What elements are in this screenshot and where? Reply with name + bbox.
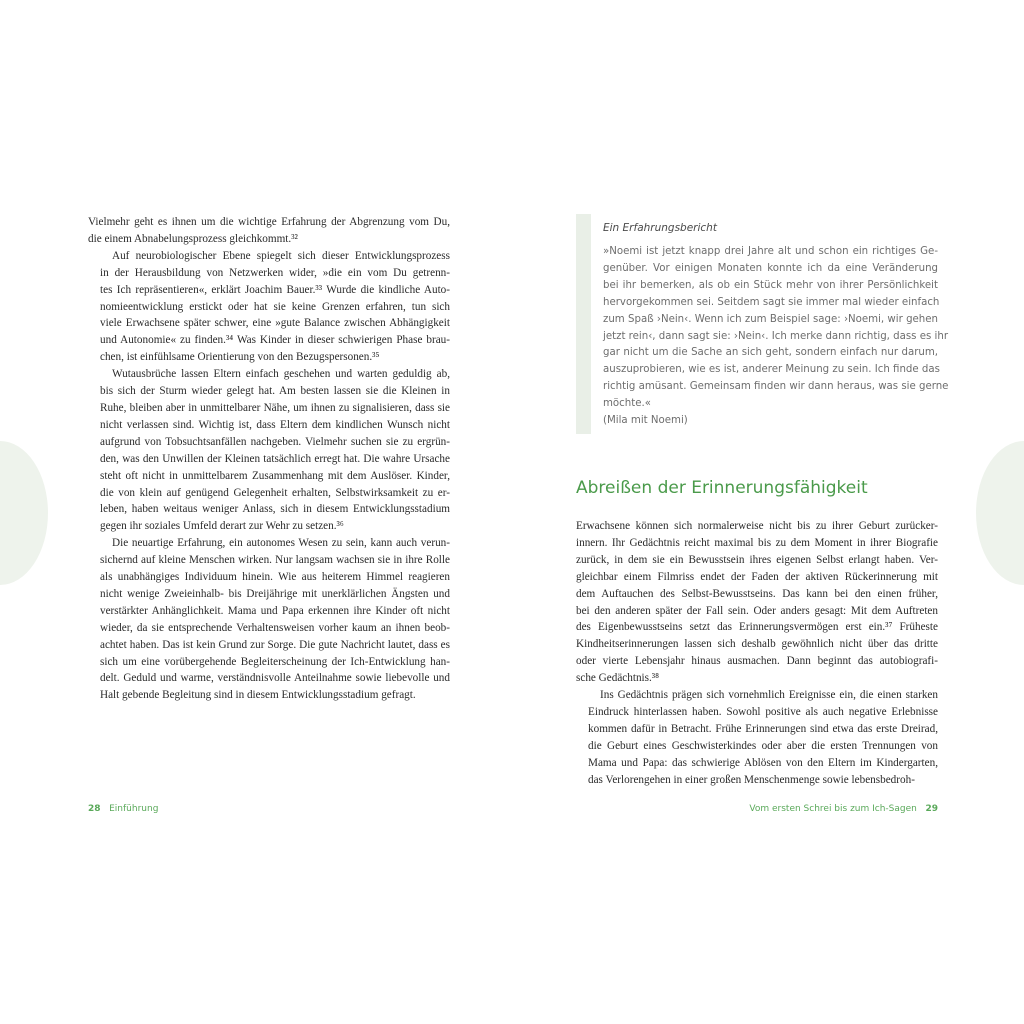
quote-line: jetzt rein‹, dann sagt sie: ›Nein‹. Ich merke dann richtig, dass es ihr [603, 330, 949, 342]
quote-line: möchte.« [603, 398, 651, 410]
text-line: den, was den Unwillen der Kleinen tatsächlich erregt hat. Die wahre Ursache [100, 452, 450, 465]
quote-line: auszuprobieren, wie es ist, anderer Meinung zu sein. Ich finde das [603, 364, 940, 376]
quote-line: bei ihr bemerken, als ob ein Stück mehr von ihrer Persönlichkeit [603, 279, 938, 291]
text-line: Erwachsene können sich normalerweise nicht bis zu ihrer Geburt zurücker- [576, 520, 938, 532]
text-line: Ruhe, bleiben aber in unmittelbarer Nähe, um ihnen zu signalisieren, dass sie [100, 401, 450, 414]
text-line: zurück, in dem sie ein Bewusstsein ihres eigenen Selbst erlangt haben. Ver- [576, 553, 938, 566]
page-number-right: 29 [925, 804, 938, 814]
footer-left [88, 804, 158, 814]
text-line: das Verlorengehen in einer großen Menschenmenge sowie lebensbedroh- [588, 773, 915, 786]
text-line: aufgrund von Tobsuchtsanfällen nachgeben. Vielmehr suchen sie zu ergrün- [100, 435, 450, 448]
text-line: oder vierte Lebensjahr hinaus ausmachen. Dann beginnt das autobiografi- [576, 655, 938, 668]
text-line: steht oft nicht in unmittelbarem Zusammenhang mit dem Auslöser. Kinder, [100, 469, 450, 482]
quote-line: zum Spaß ›Nein‹. Wenn ich zum Beispiel sage: ›Noemi, wir gehen [603, 313, 938, 325]
text-line: Auf neurobiologischer Ebene spiegelt sich dieser Entwicklungsprozess [112, 249, 450, 262]
decorative-circle-left [0, 441, 48, 585]
text-line: die von klein auf genügend Gelegenheit erhalten, Selbstwirksamkeit zu er- [100, 486, 450, 499]
paragraph [88, 248, 450, 366]
text-line: des Eigenbewusstseins setzt das Erinnerungsvermögen erst ein.³⁷ Früheste [576, 621, 938, 634]
sidebar-title: Ein Erfahrungsbericht [603, 222, 717, 234]
text-line: nomieentwicklung erstickt oder hat sie keine Grenzen erfahren, tun sich [100, 300, 450, 313]
sidebar-quote [603, 244, 949, 413]
left-body-text [88, 214, 450, 704]
text-line: Mama und Papa: das schwierige Ablösen von den Eltern im Kindergarten, [588, 756, 938, 769]
text-line: innern. Ihr Gedächtnis reicht maximal bis zu dem Moment in ihrer Biografie [576, 536, 938, 549]
text-line: Wutausbrüche lassen Eltern einfach geschehen und warten geduldig ab, [112, 368, 450, 381]
experience-report-box [576, 214, 949, 434]
text-line: verstärkter Anhänglichkeit. Mama und Papa erkennen ihre Kinder oft nicht [100, 604, 450, 617]
text-line: sichernd auf kleine Menschen wirken. Nur langsam wachsen sie in ihre Rolle [100, 554, 450, 567]
quote-line: »Noemi ist jetzt knapp drei Jahre alt und schon ein richtiges Ge- [603, 246, 938, 257]
quote-line: gar nicht um die Sache an sich geht, sondern einfach nur darum, [603, 347, 938, 359]
text-line: Die neuartige Erfahrung, ein autonomes Wesen zu sein, kann auch verun- [112, 537, 450, 550]
running-head-left: Einführung [109, 804, 159, 814]
text-line: gegen ihr soziales Umfeld derart zur Wehr zu setzen.³⁶ [100, 520, 344, 533]
text-line: sche Gedächtnis.³⁸ [576, 672, 660, 685]
text-line: leben, haben weitaus weniger Anlass, sich in diesem Entwicklungsstadium [100, 503, 450, 516]
right-page [576, 518, 938, 789]
text-line: Vielmehr geht es ihnen um die wichtige Erfahrung der Abgrenzung vom Du, [88, 216, 450, 228]
text-line: delt. Geduld und warme, verständnisvolle Anteilnahme sowie liebevolle und [100, 672, 450, 685]
text-line: in der Herausbildung von Netzwerken wider, »die ein vom Du getrenn- [100, 266, 450, 279]
text-line: die einem Abnabelungsprozess gleichkommt.³² [88, 232, 298, 245]
text-line: als unabhängiges Individuum hinein. Wie aus heiterem Himmel reagieren [100, 571, 450, 584]
running-head-right: Vom ersten Schrei bis zum Ich-Sagen [749, 804, 917, 814]
left-page [88, 214, 450, 704]
paragraph [88, 535, 450, 704]
paragraph [88, 214, 450, 248]
text-line: tes Ich repräsentieren«, erklärt Joachim Bauer.³³ Wurde die kindliche Auto- [100, 283, 450, 296]
paragraph [576, 518, 938, 687]
footer-right [749, 804, 938, 814]
text-line: und Autonomie« zu finden.³⁴ Was Kinder in dieser schwierigen Phase brau- [100, 334, 450, 347]
paragraph [576, 687, 938, 788]
paragraph [88, 366, 450, 535]
quote-line: hervorgekommen sei. Seitdem sagt sie immer mal wieder einfach [603, 296, 940, 308]
text-line: chen, ist einfühlsame Orientierung von den Bezugspersonen.³⁵ [100, 351, 380, 364]
page-number-left: 28 [88, 804, 101, 814]
text-line: Eindruck hinterlassen haben. Sowohl positive als auch negative Erlebnisse [588, 705, 938, 718]
text-line: kommen dafür in Betracht. Frühe Erinnerungen sind etwa das erste Dreirad, [588, 722, 938, 735]
text-line: viele Erwachsene später schwer, eine »gute Balance zwischen Abhängigkeit [100, 317, 450, 330]
text-line: nicht wenige Zweieinhalb- bis Dreijährige mit unerklärlichen Ängsten und [100, 587, 450, 600]
sidebar-attribution: (Mila mit Noemi) [603, 415, 688, 427]
text-line: achtet haben. Das ist kein Grund zur Sorge. Die gute Nachricht lautet, dass es [100, 638, 450, 651]
text-line: Halt gebende Begleitung sind in diesem Entwicklungsstadium gefragt. [100, 689, 416, 702]
text-line: bis sich der Sturm wieder gelegt hat. Am besten lassen sie die Kleinen in [100, 385, 450, 398]
text-line: nicht verlassen sind. Wichtig ist, dass Eltern dem kindlichen Wunsch nicht [100, 418, 450, 431]
decorative-circle-right [976, 441, 1024, 585]
text-line: wieder, da sie entsprechende Verhaltensweisen vorher kaum an ihnen beob- [100, 621, 450, 634]
text-line: Ins Gedächtnis prägen sich vornehmlich Ereignisse ein, die einen starken [600, 689, 938, 702]
quote-line: genüber. Vor einigen Monaten konnte ich da eine Veränderung [603, 262, 938, 274]
text-line: dem Auftauchen des Selbst-Bewusstseins. Das kann bei den einen früher, [576, 587, 938, 600]
quote-line: richtig amüsant. Gemeinsam finden wir dann heraus, was sie gerne [603, 381, 949, 393]
section-heading: Abreißen der Erinnerungsfähigkeit [576, 478, 868, 498]
text-line: die Geburt eines Geschwisterkindes oder aber die ersten Trennungen von [588, 739, 938, 752]
text-line: bei den anderen später der Fall sein. Oder anders gesagt: Mit dem Auftreten [576, 604, 938, 617]
text-line: gleichbar einem Filmriss endet der Faden der aktiven Rückerinnerung mit [576, 570, 938, 583]
text-line: sich um eine vorübergehende Begleiterscheinung der Ich-Entwicklung han- [100, 655, 450, 668]
right-body-text [576, 518, 938, 789]
text-line: Kindheitserinnerungen lassen sich deshalb gewöhnlich nicht über das dritte [576, 638, 938, 651]
